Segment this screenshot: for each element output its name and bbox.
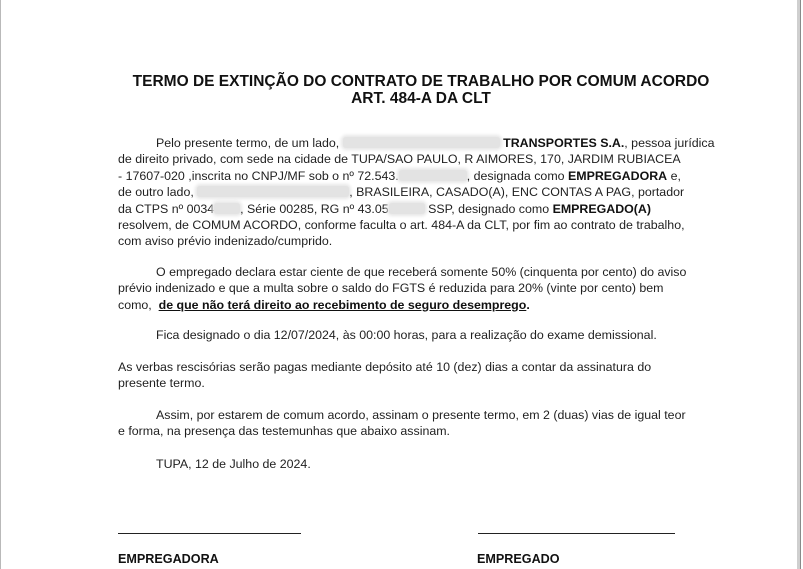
paragraph-agreement: [118, 407, 724, 440]
paragraph-line: de direito privado, com sede na cidade de TUPA/SAO PAULO, R AIMORES, 170, JARDIM RUBIACEA: [118, 152, 681, 167]
paragraph-exam: [118, 327, 724, 343]
employer-label: EMPREGADORA: [567, 168, 668, 183]
text-segment: de outro lado,: [118, 185, 194, 200]
redacted-rg: [389, 203, 425, 214]
paragraph-declaration: [118, 264, 724, 313]
redacted-ctps: [214, 203, 240, 214]
paragraph-line: resolvem, de COMUM ACORDO, conforme faculta o art. 484-A da CLT, por fim ao contrato de trabalho,: [118, 218, 685, 233]
title-line-1: TERMO DE EXTINÇÃO DO CONTRATO DE TRABALHO POR COMUM ACORDO: [132, 73, 710, 90]
paragraph-line: O empregado declara estar ciente de que receberá somente 50% (cinquenta por cento) do aviso: [156, 265, 687, 279]
paragraph-line: presente termo.: [118, 376, 205, 391]
document-title: [119, 73, 723, 107]
page-edge-shadow: [797, 0, 800, 569]
text-segment: Pelo presente termo, de um lado,: [156, 136, 340, 150]
text-segment: , designada como: [466, 168, 565, 183]
title-line-2: ART. 484-A DA CLT: [351, 90, 491, 107]
paragraph-payment: [118, 359, 724, 392]
paragraph-line: [118, 201, 724, 217]
paragraph-line: [118, 168, 724, 184]
signature-label-employer: EMPREGADORA: [118, 552, 219, 566]
text-segment: , Série 00285, RG nº 43.05: [240, 201, 389, 216]
paragraph-line: [118, 135, 724, 151]
redacted-cnpj: [399, 170, 467, 181]
redacted-employee-name: [197, 186, 349, 197]
paragraph-parties: [118, 135, 724, 250]
date-location-line: TUPA, 12 de Julho de 2024.: [156, 457, 311, 471]
paragraph-date: [118, 456, 724, 472]
redacted-company-name: [343, 137, 500, 148]
paragraph-line: prévio indenizado e que a multa sobre o saldo do FGTS é reduzida para 20% (vinte por cento) bem: [118, 281, 664, 296]
text-segment: como,: [118, 297, 152, 312]
paragraph-line: Fica designado o dia 12/07/2024, às 00:00 horas, para a realização do exame demissional.: [156, 328, 657, 342]
signature-line-employer: [118, 533, 301, 534]
text-segment: SSP, designado como: [428, 201, 550, 216]
text-segment: , BRASILEIRA, CASADO(A), ENC CONTAS A PAG, portador: [349, 185, 685, 200]
text-segment: e,: [667, 168, 681, 183]
paragraph-line: [118, 184, 724, 200]
employee-label: EMPREGADO(A): [552, 201, 651, 216]
text-segment: .: [526, 297, 530, 312]
text-segment: , pessoa jurídica: [624, 136, 715, 150]
paragraph-line: com aviso prévio indenizado/cumprido.: [118, 234, 333, 249]
company-name-visible: TRANSPORTES S.A.: [503, 136, 625, 150]
paragraph-line: As verbas rescisórias serão pagas mediante depósito até 10 (dez) dias a contar da assinatura do: [118, 360, 652, 374]
unemployment-insurance-clause: de que não terá direito ao recebimento de seguro desemprego: [158, 297, 527, 312]
signature-label-employee: EMPREGADO: [477, 552, 560, 566]
paragraph-line: [118, 297, 724, 313]
text-segment: - 17607-020 ,inscrita no CNPJ/MF sob o nº 72.543.: [118, 168, 399, 183]
paragraph-line: Assim, por estarem de comum acordo, assinam o presente termo, em 2 (duas) vias de igual teor: [156, 408, 686, 422]
signature-line-employee: [478, 533, 675, 534]
text-segment: da CTPS nº 0034: [118, 201, 215, 216]
paragraph-line: e forma, na presença das testemunhas que abaixo assinam.: [118, 424, 450, 439]
